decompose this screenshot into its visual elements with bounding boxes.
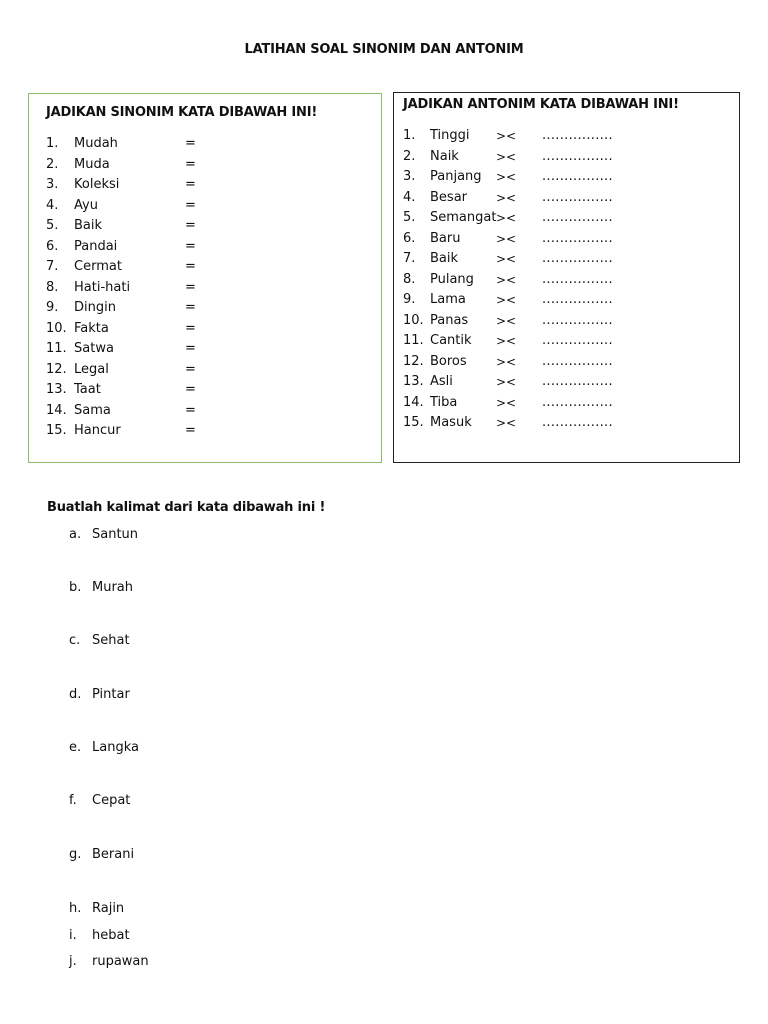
synonym-item <box>46 319 366 340</box>
antonym-item <box>403 147 733 168</box>
antonym-item <box>403 290 733 311</box>
antonym-item <box>403 208 733 229</box>
item-word: Baik <box>74 218 103 233</box>
item-letter: h. <box>69 901 82 916</box>
answer-blank: ................ <box>542 415 613 430</box>
synonym-item <box>46 237 366 258</box>
item-word: Tiba <box>430 394 458 410</box>
opposite-sign: >< <box>496 211 517 225</box>
item-number: 4. <box>403 189 416 205</box>
item-word: Dingin <box>74 300 116 315</box>
opposite-sign: >< <box>496 334 517 348</box>
item-letter: b. <box>69 580 82 595</box>
item-number: 8. <box>46 279 59 295</box>
synonym-item <box>46 257 366 278</box>
item-number: 5. <box>46 218 59 233</box>
equals-sign: = <box>185 279 196 295</box>
antonym-item <box>403 249 733 270</box>
synonym-item <box>46 175 366 196</box>
antonym-item <box>403 331 733 352</box>
item-number: 13. <box>46 382 67 397</box>
item-word: Semangat <box>430 210 497 225</box>
equals-sign: = <box>185 136 196 151</box>
equals-sign: = <box>185 402 196 418</box>
item-word: Baru <box>430 230 461 246</box>
synonym-list <box>46 134 366 442</box>
answer-blank: ................ <box>542 230 613 246</box>
item-word: hebat <box>92 928 130 943</box>
equals-sign: = <box>185 382 196 397</box>
item-word: rupawan <box>92 954 149 969</box>
item-number: 3. <box>403 169 416 184</box>
opposite-sign: >< <box>496 149 517 164</box>
opposite-sign: >< <box>496 375 517 389</box>
item-letter: f. <box>69 793 77 808</box>
answer-blank: ................ <box>542 148 613 164</box>
item-word: Fakta <box>74 320 109 336</box>
opposite-sign: >< <box>496 252 517 266</box>
item-number: 13. <box>403 374 424 389</box>
answer-blank: ................ <box>542 169 613 184</box>
item-word: Taat <box>74 382 101 397</box>
item-word: Sehat <box>92 633 130 648</box>
page-title: LATIHAN SOAL SINONIM DAN ANTONIM <box>244 42 524 57</box>
opposite-sign: >< <box>496 313 517 328</box>
antonym-item <box>403 229 733 250</box>
antonym-item <box>403 413 733 434</box>
item-letter: g. <box>69 847 82 862</box>
item-number: 2. <box>46 156 59 172</box>
equals-sign: = <box>185 423 196 438</box>
item-number: 6. <box>403 230 416 246</box>
opposite-sign: >< <box>496 293 517 307</box>
opposite-sign: >< <box>496 190 517 205</box>
item-number: 1. <box>46 136 59 151</box>
item-number: 7. <box>46 259 59 274</box>
antonym-heading: JADIKAN ANTONIM KATA DIBAWAH INI! <box>403 97 679 112</box>
item-number: 11. <box>46 341 67 356</box>
synonym-item <box>46 360 366 381</box>
equals-sign: = <box>185 259 196 274</box>
synonym-item <box>46 421 366 442</box>
item-word: Cantik <box>430 333 472 348</box>
item-word: Cermat <box>74 259 122 274</box>
item-number: 11. <box>403 333 424 348</box>
answer-blank: ................ <box>542 394 613 410</box>
synonym-item <box>46 216 366 237</box>
item-word: Panas <box>430 312 469 328</box>
equals-sign: = <box>185 177 196 192</box>
opposite-sign: >< <box>496 354 517 369</box>
item-word: Tinggi <box>430 128 470 143</box>
item-number: 9. <box>403 292 416 307</box>
answer-blank: ................ <box>542 292 613 307</box>
synonym-item <box>46 339 366 360</box>
synonym-box <box>28 93 382 463</box>
item-letter: j. <box>69 954 77 969</box>
synonym-item <box>46 196 366 217</box>
item-letter: a. <box>69 527 82 542</box>
item-word: Asli <box>430 374 453 389</box>
synonym-item <box>46 380 366 401</box>
equals-sign: = <box>185 238 196 254</box>
answer-blank: ................ <box>542 189 613 205</box>
opposite-sign: >< <box>496 129 517 143</box>
item-word: Pintar <box>92 687 130 702</box>
antonym-item <box>403 352 733 373</box>
synonym-item <box>46 155 366 176</box>
synonym-item <box>46 298 366 319</box>
item-word: Cepat <box>92 793 131 808</box>
item-word: Hati-hati <box>74 279 131 295</box>
item-word: Baik <box>430 251 459 266</box>
item-number: 10. <box>46 320 67 336</box>
item-word: Legal <box>74 361 109 377</box>
synonym-item <box>46 401 366 422</box>
opposite-sign: >< <box>496 416 517 430</box>
item-word: Muda <box>74 156 110 172</box>
item-word: Murah <box>92 580 134 595</box>
equals-sign: = <box>185 218 196 233</box>
equals-sign: = <box>185 156 196 172</box>
opposite-sign: >< <box>496 272 517 287</box>
answer-blank: ................ <box>542 312 613 328</box>
item-word: Besar <box>430 189 468 205</box>
answer-blank: ................ <box>542 128 613 143</box>
antonym-item <box>403 372 733 393</box>
item-letter: c. <box>69 633 81 648</box>
equals-sign: = <box>185 320 196 336</box>
equals-sign: = <box>185 197 196 213</box>
equals-sign: = <box>185 341 196 356</box>
item-number: 8. <box>403 271 416 287</box>
synonym-item <box>46 278 366 299</box>
item-letter: i. <box>69 928 77 943</box>
item-number: 6. <box>46 238 59 254</box>
item-number: 15. <box>46 423 67 438</box>
item-letter: d. <box>69 687 82 702</box>
opposite-sign: >< <box>496 395 517 410</box>
item-word: Rajin <box>92 901 125 916</box>
sentence-heading: Buatlah kalimat dari kata dibawah ini ! <box>47 500 326 515</box>
item-word: Lama <box>430 292 466 307</box>
answer-blank: ................ <box>542 353 613 369</box>
item-word: Langka <box>92 740 139 755</box>
antonym-item <box>403 188 733 209</box>
item-word: Mudah <box>74 136 118 151</box>
antonym-item <box>403 311 733 332</box>
answer-blank: ................ <box>542 210 613 225</box>
item-number: 12. <box>46 361 67 377</box>
item-number: 1. <box>403 128 416 143</box>
equals-sign: = <box>185 361 196 377</box>
item-word: Satwa <box>74 341 114 356</box>
item-word: Pandai <box>74 238 118 254</box>
item-word: Koleksi <box>74 177 120 192</box>
answer-blank: ................ <box>542 271 613 287</box>
antonym-box <box>393 92 740 463</box>
item-word: Masuk <box>430 415 472 430</box>
answer-blank: ................ <box>542 374 613 389</box>
item-number: 4. <box>46 197 59 213</box>
opposite-sign: >< <box>496 231 517 246</box>
item-number: 2. <box>403 148 416 164</box>
item-number: 14. <box>403 394 424 410</box>
item-number: 14. <box>46 402 67 418</box>
antonym-item <box>403 167 733 188</box>
item-number: 7. <box>403 251 416 266</box>
item-word: Hancur <box>74 423 121 438</box>
item-number: 3. <box>46 177 59 192</box>
item-word: Ayu <box>74 197 98 213</box>
antonym-item <box>403 126 733 147</box>
item-word: Panjang <box>430 169 482 184</box>
item-word: Sama <box>74 402 111 418</box>
item-word: Pulang <box>430 271 474 287</box>
item-number: 10. <box>403 312 424 328</box>
opposite-sign: >< <box>496 170 517 184</box>
synonym-heading: JADIKAN SINONIM KATA DIBAWAH INI! <box>46 105 318 120</box>
equals-sign: = <box>185 300 196 315</box>
item-word: Boros <box>430 353 467 369</box>
answer-blank: ................ <box>542 333 613 348</box>
answer-blank: ................ <box>542 251 613 266</box>
item-number: 5. <box>403 210 416 225</box>
item-word: Naik <box>430 148 459 164</box>
synonym-item <box>46 134 366 155</box>
item-word: Berani <box>92 847 135 862</box>
item-number: 9. <box>46 300 59 315</box>
item-number: 15. <box>403 415 424 430</box>
item-letter: e. <box>69 740 82 755</box>
antonym-item <box>403 393 733 414</box>
antonym-list <box>403 126 733 434</box>
antonym-item <box>403 270 733 291</box>
item-number: 12. <box>403 353 424 369</box>
item-word: Santun <box>92 527 139 542</box>
